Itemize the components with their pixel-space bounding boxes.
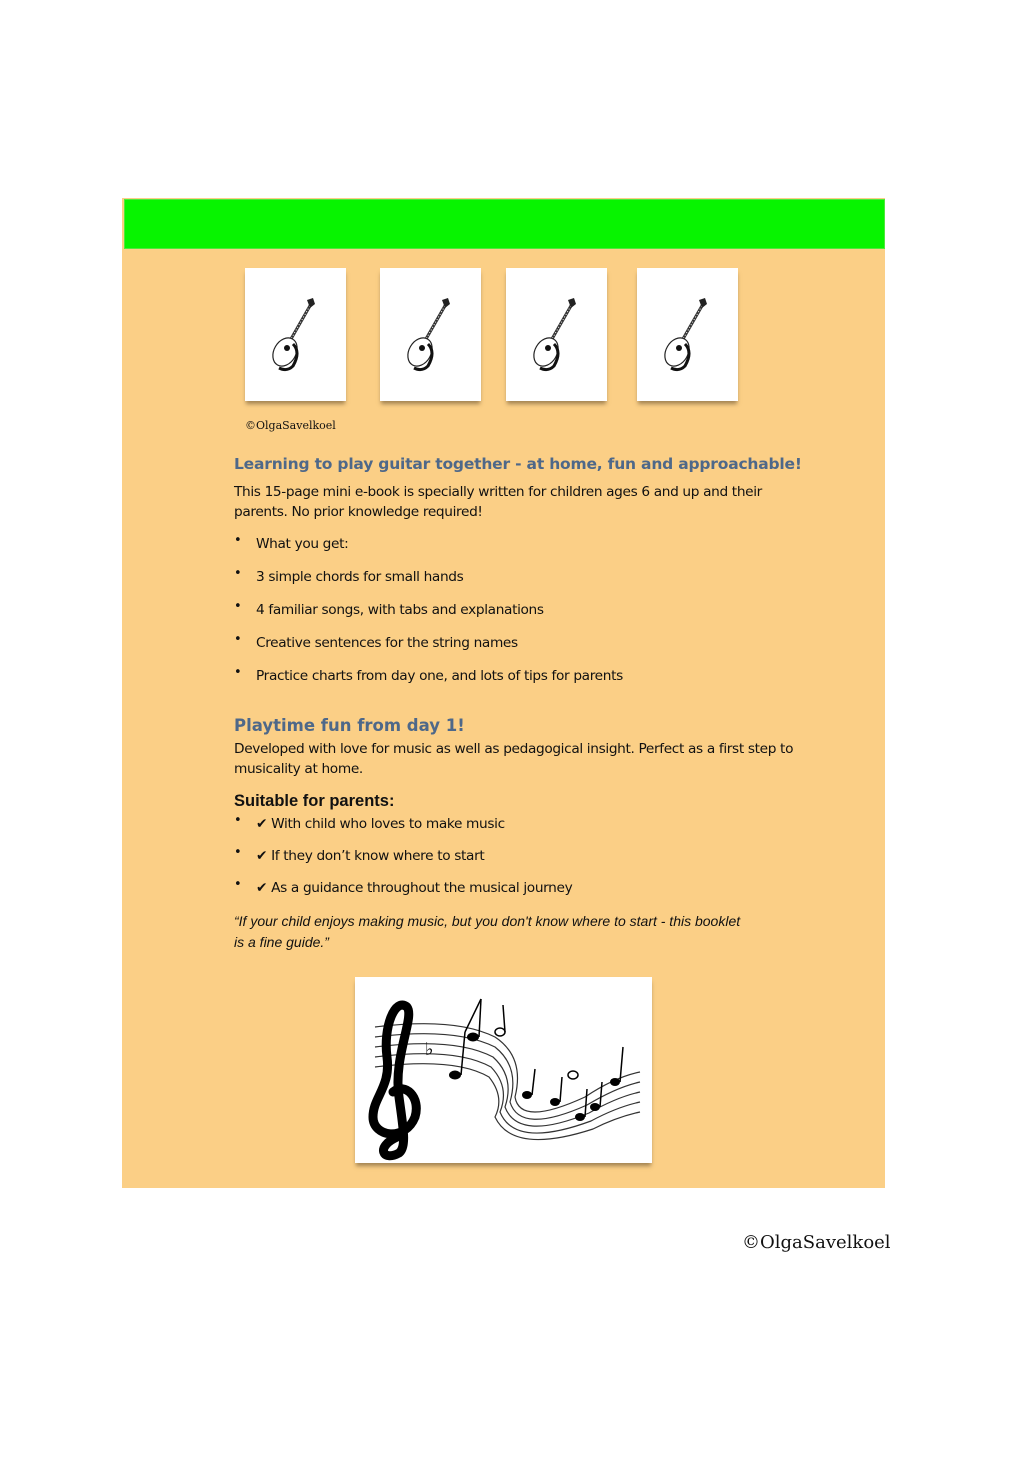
guitar-icon — [659, 296, 719, 376]
bullet: • — [234, 877, 242, 892]
guitar-icon — [528, 296, 588, 376]
list-item-text: ✔ With child who loves to make music — [256, 816, 505, 832]
footer-credit: ©OlgaSavelkoel — [742, 1232, 891, 1253]
guitar-icon — [402, 296, 462, 376]
list-item — [234, 568, 623, 601]
bullet: • — [234, 845, 242, 860]
list-item — [234, 634, 623, 667]
guitar-thumbnail — [506, 268, 607, 401]
bullet: • — [234, 533, 242, 548]
svg-text:♭: ♭ — [425, 1039, 434, 1060]
feature-list — [234, 535, 623, 700]
suitable-list — [234, 815, 572, 911]
list-item-text: Creative sentences for the string names — [256, 635, 518, 651]
list-item-text: ✔ As a guidance throughout the musical journey — [256, 880, 573, 896]
guitar-thumbnail — [380, 268, 481, 401]
bullet: • — [234, 632, 242, 647]
music-notes-image — [355, 977, 652, 1163]
bullet: • — [234, 813, 242, 828]
section-heading: Playtime fun from day 1! — [234, 716, 465, 735]
list-item-text: Practice charts from day one, and lots of tips for parents — [256, 668, 623, 684]
list-item — [234, 535, 623, 568]
list-item-text: 4 familiar songs, with tabs and explanations — [256, 602, 544, 618]
list-item — [234, 601, 623, 634]
suitable-heading: Suitable for parents: — [234, 792, 395, 810]
bullet: • — [234, 599, 242, 614]
guitar-icon — [267, 296, 327, 376]
section-heading: Learning to play guitar together - at home, fun and approachable! — [234, 455, 802, 473]
header-bar — [124, 199, 885, 249]
list-item-text: What you get: — [256, 536, 349, 552]
treble-clef-music-notes-illustration — [355, 977, 652, 1163]
list-item — [234, 667, 623, 700]
list-item-text: 3 simple chords for small hands — [256, 569, 464, 585]
intro-paragraph: This 15-page mini e-book is specially written for children ages 6 and up and their parents. No prior knowledge required! — [234, 484, 762, 520]
list-item — [234, 879, 572, 911]
bullet: • — [234, 566, 242, 581]
guitar-thumbnail — [637, 268, 738, 401]
testimonial-quote: “If your child enjoys making music, but you don't know where to start - this booklet is a fine guide.” — [234, 913, 741, 950]
thumbnail-credit: ©OlgaSavelkoel — [245, 419, 336, 432]
bullet: • — [234, 665, 242, 680]
list-item-text: ✔ If they don’t know where to start — [256, 848, 485, 864]
list-item — [234, 815, 572, 847]
guitar-thumbnail — [245, 268, 346, 401]
list-item — [234, 847, 572, 879]
body-paragraph: Developed with love for music as well as pedagogical insight. Perfect as a first step to musicality at home. — [234, 741, 794, 777]
